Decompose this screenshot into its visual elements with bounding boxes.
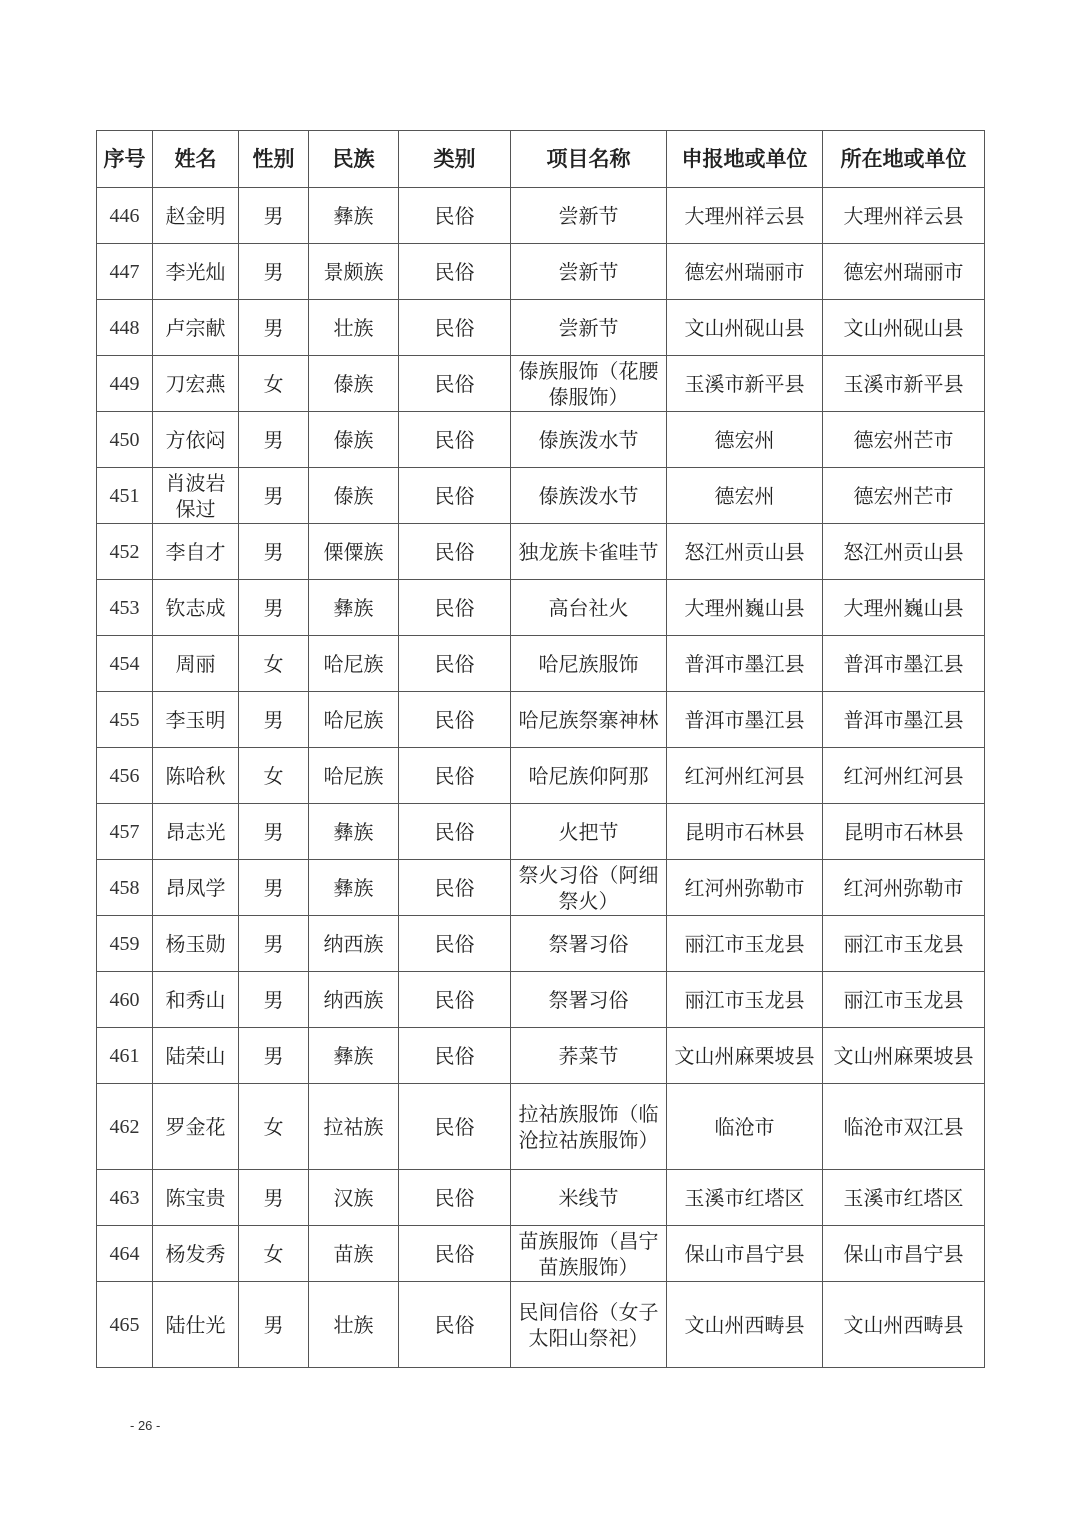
cell-category: 民俗 <box>399 972 511 1028</box>
cell-ethnicity: 哈尼族 <box>309 692 399 748</box>
cell-declaring-unit: 临沧市 <box>667 1084 823 1170</box>
cell-name: 赵金明 <box>153 188 239 244</box>
cell-category: 民俗 <box>399 300 511 356</box>
cell-declaring-unit: 红河州弥勒市 <box>667 860 823 916</box>
cell-index: 452 <box>97 524 153 580</box>
cell-declaring-unit: 文山州麻栗坡县 <box>667 1028 823 1084</box>
cell-project-name: 荞菜节 <box>511 1028 667 1084</box>
cell-index: 464 <box>97 1226 153 1282</box>
header-index: 序号 <box>97 131 153 188</box>
table-row <box>97 244 985 300</box>
cell-index: 449 <box>97 356 153 412</box>
cell-gender: 男 <box>239 692 309 748</box>
page-number: - 26 - <box>130 1418 161 1433</box>
cell-declaring-unit: 昆明市石林县 <box>667 804 823 860</box>
cell-name: 和秀山 <box>153 972 239 1028</box>
cell-project-name: 尝新节 <box>511 300 667 356</box>
cell-name: 陆仕光 <box>153 1282 239 1368</box>
cell-ethnicity: 傈僳族 <box>309 524 399 580</box>
data-table <box>96 130 985 1368</box>
cell-gender: 男 <box>239 860 309 916</box>
cell-index: 448 <box>97 300 153 356</box>
table-row <box>97 692 985 748</box>
cell-name: 昂志光 <box>153 804 239 860</box>
cell-project-name: 高台社火 <box>511 580 667 636</box>
cell-location-unit: 玉溪市新平县 <box>823 356 985 412</box>
cell-project-name: 祭署习俗 <box>511 916 667 972</box>
table-row <box>97 580 985 636</box>
cell-location-unit: 丽江市玉龙县 <box>823 916 985 972</box>
cell-index: 460 <box>97 972 153 1028</box>
cell-name: 陈哈秋 <box>153 748 239 804</box>
cell-gender: 男 <box>239 804 309 860</box>
cell-name: 陈宝贵 <box>153 1170 239 1226</box>
table-row <box>97 1028 985 1084</box>
cell-gender: 女 <box>239 1226 309 1282</box>
cell-project-name: 民间信俗（女子太阳山祭祀） <box>511 1282 667 1368</box>
cell-location-unit: 临沧市双江县 <box>823 1084 985 1170</box>
cell-gender: 男 <box>239 244 309 300</box>
cell-name: 昂凤学 <box>153 860 239 916</box>
cell-declaring-unit: 普洱市墨江县 <box>667 636 823 692</box>
cell-location-unit: 丽江市玉龙县 <box>823 972 985 1028</box>
cell-category: 民俗 <box>399 244 511 300</box>
cell-location-unit: 昆明市石林县 <box>823 804 985 860</box>
cell-name: 李光灿 <box>153 244 239 300</box>
cell-index: 457 <box>97 804 153 860</box>
cell-ethnicity: 哈尼族 <box>309 748 399 804</box>
cell-category: 民俗 <box>399 580 511 636</box>
cell-location-unit: 普洱市墨江县 <box>823 636 985 692</box>
cell-ethnicity: 傣族 <box>309 468 399 524</box>
cell-index: 455 <box>97 692 153 748</box>
cell-project-name: 苗族服饰（昌宁苗族服饰） <box>511 1226 667 1282</box>
cell-location-unit: 文山州西畴县 <box>823 1282 985 1368</box>
cell-location-unit: 德宏州芒市 <box>823 468 985 524</box>
cell-gender: 女 <box>239 1084 309 1170</box>
cell-project-name: 独龙族卡雀哇节 <box>511 524 667 580</box>
cell-declaring-unit: 玉溪市红塔区 <box>667 1170 823 1226</box>
cell-project-name: 哈尼族服饰 <box>511 636 667 692</box>
table-row <box>97 524 985 580</box>
cell-category: 民俗 <box>399 524 511 580</box>
table-row <box>97 636 985 692</box>
cell-project-name: 傣族泼水节 <box>511 412 667 468</box>
cell-location-unit: 德宏州芒市 <box>823 412 985 468</box>
cell-ethnicity: 傣族 <box>309 356 399 412</box>
cell-gender: 男 <box>239 188 309 244</box>
cell-project-name: 拉祜族服饰（临沧拉祜族服饰） <box>511 1084 667 1170</box>
cell-index: 446 <box>97 188 153 244</box>
cell-declaring-unit: 丽江市玉龙县 <box>667 916 823 972</box>
cell-gender: 男 <box>239 916 309 972</box>
cell-declaring-unit: 普洱市墨江县 <box>667 692 823 748</box>
cell-category: 民俗 <box>399 860 511 916</box>
cell-name: 卢宗献 <box>153 300 239 356</box>
table-row <box>97 188 985 244</box>
cell-declaring-unit: 保山市昌宁县 <box>667 1226 823 1282</box>
cell-category: 民俗 <box>399 1226 511 1282</box>
cell-ethnicity: 彝族 <box>309 1028 399 1084</box>
cell-declaring-unit: 文山州西畴县 <box>667 1282 823 1368</box>
table-header-row <box>97 131 985 188</box>
cell-project-name: 哈尼族祭寨神林 <box>511 692 667 748</box>
cell-ethnicity: 彝族 <box>309 580 399 636</box>
cell-project-name: 傣族服饰（花腰傣服饰） <box>511 356 667 412</box>
cell-category: 民俗 <box>399 356 511 412</box>
cell-ethnicity: 苗族 <box>309 1226 399 1282</box>
cell-location-unit: 普洱市墨江县 <box>823 692 985 748</box>
cell-project-name: 傣族泼水节 <box>511 468 667 524</box>
header-ethnicity: 民族 <box>309 131 399 188</box>
cell-index: 465 <box>97 1282 153 1368</box>
cell-gender: 女 <box>239 356 309 412</box>
cell-declaring-unit: 红河州红河县 <box>667 748 823 804</box>
cell-gender: 男 <box>239 412 309 468</box>
cell-index: 450 <box>97 412 153 468</box>
cell-ethnicity: 拉祜族 <box>309 1084 399 1170</box>
table-row <box>97 1226 985 1282</box>
cell-category: 民俗 <box>399 1282 511 1368</box>
table-row <box>97 1170 985 1226</box>
cell-category: 民俗 <box>399 916 511 972</box>
cell-location-unit: 大理州祥云县 <box>823 188 985 244</box>
header-project-name: 项目名称 <box>511 131 667 188</box>
cell-name: 刀宏燕 <box>153 356 239 412</box>
cell-location-unit: 大理州巍山县 <box>823 580 985 636</box>
cell-category: 民俗 <box>399 692 511 748</box>
cell-location-unit: 文山州砚山县 <box>823 300 985 356</box>
cell-ethnicity: 彝族 <box>309 804 399 860</box>
cell-name: 钦志成 <box>153 580 239 636</box>
cell-category: 民俗 <box>399 468 511 524</box>
cell-gender: 女 <box>239 748 309 804</box>
cell-name: 周丽 <box>153 636 239 692</box>
cell-name: 杨发秀 <box>153 1226 239 1282</box>
cell-declaring-unit: 大理州巍山县 <box>667 580 823 636</box>
cell-location-unit: 保山市昌宁县 <box>823 1226 985 1282</box>
cell-name: 李玉明 <box>153 692 239 748</box>
cell-location-unit: 玉溪市红塔区 <box>823 1170 985 1226</box>
header-gender: 性别 <box>239 131 309 188</box>
cell-ethnicity: 壮族 <box>309 300 399 356</box>
table-row <box>97 356 985 412</box>
cell-project-name: 祭火习俗（阿细祭火） <box>511 860 667 916</box>
cell-declaring-unit: 德宏州 <box>667 412 823 468</box>
cell-declaring-unit: 文山州砚山县 <box>667 300 823 356</box>
cell-category: 民俗 <box>399 188 511 244</box>
cell-index: 447 <box>97 244 153 300</box>
cell-declaring-unit: 大理州祥云县 <box>667 188 823 244</box>
cell-category: 民俗 <box>399 1170 511 1226</box>
cell-gender: 男 <box>239 1028 309 1084</box>
cell-index: 459 <box>97 916 153 972</box>
cell-gender: 男 <box>239 972 309 1028</box>
cell-category: 民俗 <box>399 1028 511 1084</box>
cell-gender: 男 <box>239 1170 309 1226</box>
cell-category: 民俗 <box>399 1084 511 1170</box>
cell-ethnicity: 傣族 <box>309 412 399 468</box>
cell-gender: 男 <box>239 524 309 580</box>
cell-ethnicity: 纳西族 <box>309 972 399 1028</box>
cell-index: 463 <box>97 1170 153 1226</box>
cell-name: 陆荣山 <box>153 1028 239 1084</box>
header-declaring-unit: 申报地或单位 <box>667 131 823 188</box>
table-row <box>97 300 985 356</box>
cell-name: 罗金花 <box>153 1084 239 1170</box>
cell-ethnicity: 汉族 <box>309 1170 399 1226</box>
header-name: 姓名 <box>153 131 239 188</box>
cell-name: 肖波岩保过 <box>153 468 239 524</box>
cell-category: 民俗 <box>399 804 511 860</box>
cell-location-unit: 文山州麻栗坡县 <box>823 1028 985 1084</box>
cell-project-name: 火把节 <box>511 804 667 860</box>
cell-declaring-unit: 怒江州贡山县 <box>667 524 823 580</box>
table-row <box>97 412 985 468</box>
cell-declaring-unit: 玉溪市新平县 <box>667 356 823 412</box>
cell-index: 456 <box>97 748 153 804</box>
table-row <box>97 748 985 804</box>
cell-name: 李自才 <box>153 524 239 580</box>
cell-location-unit: 怒江州贡山县 <box>823 524 985 580</box>
cell-category: 民俗 <box>399 748 511 804</box>
cell-gender: 男 <box>239 1282 309 1368</box>
cell-ethnicity: 彝族 <box>309 860 399 916</box>
cell-project-name: 尝新节 <box>511 188 667 244</box>
cell-index: 454 <box>97 636 153 692</box>
table-row <box>97 468 985 524</box>
cell-index: 453 <box>97 580 153 636</box>
cell-index: 451 <box>97 468 153 524</box>
table-row <box>97 916 985 972</box>
cell-gender: 女 <box>239 636 309 692</box>
cell-location-unit: 红河州红河县 <box>823 748 985 804</box>
cell-ethnicity: 彝族 <box>309 188 399 244</box>
table-row <box>97 804 985 860</box>
cell-ethnicity: 哈尼族 <box>309 636 399 692</box>
cell-index: 462 <box>97 1084 153 1170</box>
cell-ethnicity: 景颇族 <box>309 244 399 300</box>
cell-project-name: 尝新节 <box>511 244 667 300</box>
cell-name: 杨玉勋 <box>153 916 239 972</box>
cell-location-unit: 红河州弥勒市 <box>823 860 985 916</box>
cell-category: 民俗 <box>399 412 511 468</box>
table-body <box>97 188 985 1368</box>
cell-project-name: 哈尼族仰阿那 <box>511 748 667 804</box>
cell-gender: 男 <box>239 580 309 636</box>
cell-gender: 男 <box>239 468 309 524</box>
cell-category: 民俗 <box>399 636 511 692</box>
table-row <box>97 1084 985 1170</box>
cell-ethnicity: 纳西族 <box>309 916 399 972</box>
cell-declaring-unit: 德宏州瑞丽市 <box>667 244 823 300</box>
cell-index: 458 <box>97 860 153 916</box>
cell-project-name: 祭署习俗 <box>511 972 667 1028</box>
table-row <box>97 1282 985 1368</box>
table-row <box>97 860 985 916</box>
table-row <box>97 972 985 1028</box>
cell-index: 461 <box>97 1028 153 1084</box>
cell-name: 方依闷 <box>153 412 239 468</box>
cell-location-unit: 德宏州瑞丽市 <box>823 244 985 300</box>
cell-declaring-unit: 德宏州 <box>667 468 823 524</box>
header-category: 类别 <box>399 131 511 188</box>
header-location-unit: 所在地或单位 <box>823 131 985 188</box>
cell-gender: 男 <box>239 300 309 356</box>
cell-project-name: 米线节 <box>511 1170 667 1226</box>
cell-ethnicity: 壮族 <box>309 1282 399 1368</box>
cell-declaring-unit: 丽江市玉龙县 <box>667 972 823 1028</box>
